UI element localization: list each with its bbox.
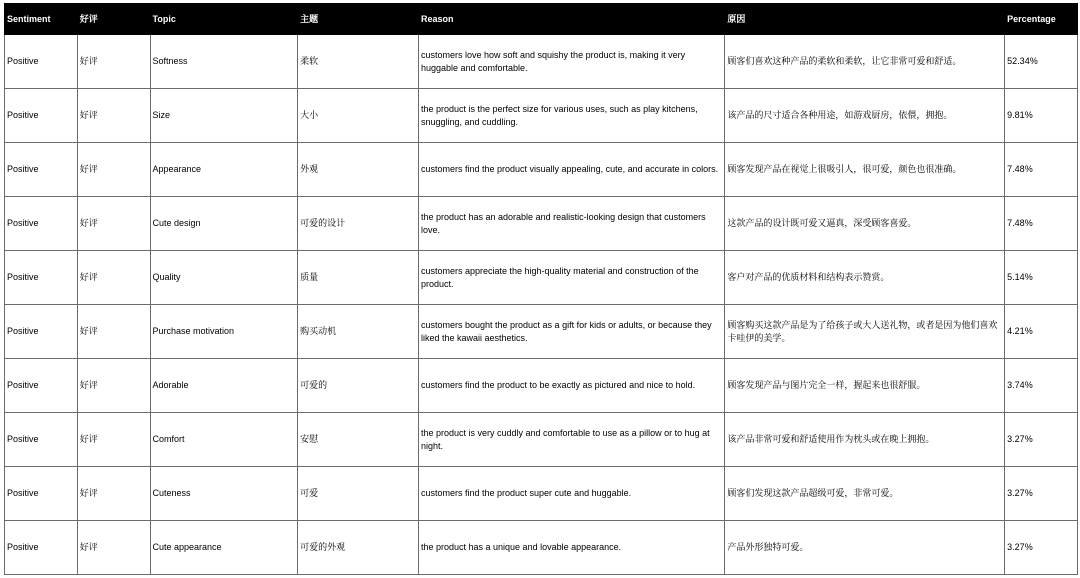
- cell-sentiment: Positive: [5, 143, 78, 197]
- cell-sentiment-cn: 好评: [77, 251, 150, 305]
- table-row: [5, 35, 1078, 89]
- cell-percentage: 3.74%: [1005, 359, 1078, 413]
- cell-topic-cn: 可爱的设计: [298, 197, 419, 251]
- cell-reason-cn: 产品外形独特可爱。: [725, 521, 1005, 575]
- cell-sentiment-cn: 好评: [77, 359, 150, 413]
- cell-reason-cn: 顾客们发现这款产品超级可爱，非常可爱。: [725, 467, 1005, 521]
- cell-reason: the product is very cuddly and comfortable to use as a pillow or to hug at night.: [418, 413, 724, 467]
- table-header: [5, 4, 1078, 35]
- table-row: [5, 143, 1078, 197]
- table-row: [5, 413, 1078, 467]
- cell-reason-cn: 客户对产品的优质材料和结构表示赞赏。: [725, 251, 1005, 305]
- header-percentage: Percentage: [1005, 4, 1078, 35]
- cell-reason: the product has an adorable and realistic-looking design that customers love.: [418, 197, 724, 251]
- header-sentiment-cn: 好评: [77, 4, 150, 35]
- cell-sentiment-cn: 好评: [77, 521, 150, 575]
- cell-reason: the product has a unique and lovable appearance.: [418, 521, 724, 575]
- cell-sentiment: Positive: [5, 305, 78, 359]
- cell-sentiment-cn: 好评: [77, 197, 150, 251]
- cell-topic-cn: 可爱: [298, 467, 419, 521]
- cell-sentiment: Positive: [5, 35, 78, 89]
- cell-topic-cn: 质量: [298, 251, 419, 305]
- cell-sentiment: Positive: [5, 89, 78, 143]
- cell-percentage: 5.14%: [1005, 251, 1078, 305]
- cell-sentiment: Positive: [5, 359, 78, 413]
- cell-sentiment-cn: 好评: [77, 89, 150, 143]
- cell-reason: customers love how soft and squishy the product is, making it very huggable and comfortable.: [418, 35, 724, 89]
- cell-sentiment-cn: 好评: [77, 305, 150, 359]
- cell-topic: Comfort: [150, 413, 298, 467]
- cell-reason-cn: 顾客们喜欢这种产品的柔软和柔软，让它非常可爱和舒适。: [725, 35, 1005, 89]
- cell-topic-cn: 外观: [298, 143, 419, 197]
- header-topic: Topic: [150, 4, 298, 35]
- cell-percentage: 9.81%: [1005, 89, 1078, 143]
- cell-topic: Cute design: [150, 197, 298, 251]
- cell-percentage: 52.34%: [1005, 35, 1078, 89]
- cell-reason-cn: 该产品非常可爱和舒适使用作为枕头或在晚上拥抱。: [725, 413, 1005, 467]
- cell-sentiment-cn: 好评: [77, 467, 150, 521]
- cell-reason-cn: 该产品的尺寸适合各种用途，如游戏厨房，依偎，拥抱。: [725, 89, 1005, 143]
- cell-reason: customers appreciate the high-quality material and construction of the product.: [418, 251, 724, 305]
- cell-percentage: 3.27%: [1005, 521, 1078, 575]
- cell-topic-cn: 购买动机: [298, 305, 419, 359]
- cell-reason: customers find the product super cute and huggable.: [418, 467, 724, 521]
- cell-topic: Cuteness: [150, 467, 298, 521]
- cell-reason: customers find the product to be exactly as pictured and nice to hold.: [418, 359, 724, 413]
- cell-sentiment-cn: 好评: [77, 143, 150, 197]
- cell-topic-cn: 可爱的外观: [298, 521, 419, 575]
- cell-topic: Purchase motivation: [150, 305, 298, 359]
- cell-sentiment: Positive: [5, 197, 78, 251]
- cell-percentage: 3.27%: [1005, 413, 1078, 467]
- cell-topic: Cute appearance: [150, 521, 298, 575]
- cell-topic: Quality: [150, 251, 298, 305]
- cell-percentage: 3.27%: [1005, 467, 1078, 521]
- cell-sentiment-cn: 好评: [77, 35, 150, 89]
- cell-reason-cn: 这款产品的设计既可爱又逼真，深受顾客喜爱。: [725, 197, 1005, 251]
- cell-reason-cn: 顾客发现产品在视觉上很吸引人，很可爱，颜色也很准确。: [725, 143, 1005, 197]
- cell-percentage: 7.48%: [1005, 143, 1078, 197]
- header-reason: Reason: [418, 4, 724, 35]
- cell-topic-cn: 可爱的: [298, 359, 419, 413]
- table-row: [5, 251, 1078, 305]
- cell-reason-cn: 顾客购买这款产品是为了给孩子或大人送礼物，或者是因为他们喜欢卡哇伊的美学。: [725, 305, 1005, 359]
- sentiment-topic-table: [4, 3, 1078, 575]
- table-row: [5, 89, 1078, 143]
- cell-sentiment: Positive: [5, 413, 78, 467]
- cell-sentiment: Positive: [5, 521, 78, 575]
- cell-topic: Appearance: [150, 143, 298, 197]
- table-row: [5, 521, 1078, 575]
- table-body: [5, 35, 1078, 575]
- table-row: [5, 359, 1078, 413]
- cell-reason: customers bought the product as a gift for kids or adults, or because they liked the kawaii aesthetics.: [418, 305, 724, 359]
- cell-reason: the product is the perfect size for various uses, such as play kitchens, snuggling, and cuddling.: [418, 89, 724, 143]
- table-row: [5, 197, 1078, 251]
- cell-topic-cn: 安慰: [298, 413, 419, 467]
- header-sentiment: Sentiment: [5, 4, 78, 35]
- header-reason-cn: 原因: [725, 4, 1005, 35]
- table-row: [5, 467, 1078, 521]
- header-row: [5, 4, 1078, 35]
- cell-reason-cn: 顾客发现产品与图片完全一样，握起来也很舒服。: [725, 359, 1005, 413]
- cell-percentage: 4.21%: [1005, 305, 1078, 359]
- cell-sentiment-cn: 好评: [77, 413, 150, 467]
- cell-reason: customers find the product visually appealing, cute, and accurate in colors.: [418, 143, 724, 197]
- cell-topic-cn: 柔软: [298, 35, 419, 89]
- cell-topic-cn: 大小: [298, 89, 419, 143]
- header-topic-cn: 主题: [298, 4, 419, 35]
- cell-topic: Softness: [150, 35, 298, 89]
- table-row: [5, 305, 1078, 359]
- cell-sentiment: Positive: [5, 467, 78, 521]
- cell-topic: Size: [150, 89, 298, 143]
- cell-sentiment: Positive: [5, 251, 78, 305]
- cell-percentage: 7.48%: [1005, 197, 1078, 251]
- cell-topic: Adorable: [150, 359, 298, 413]
